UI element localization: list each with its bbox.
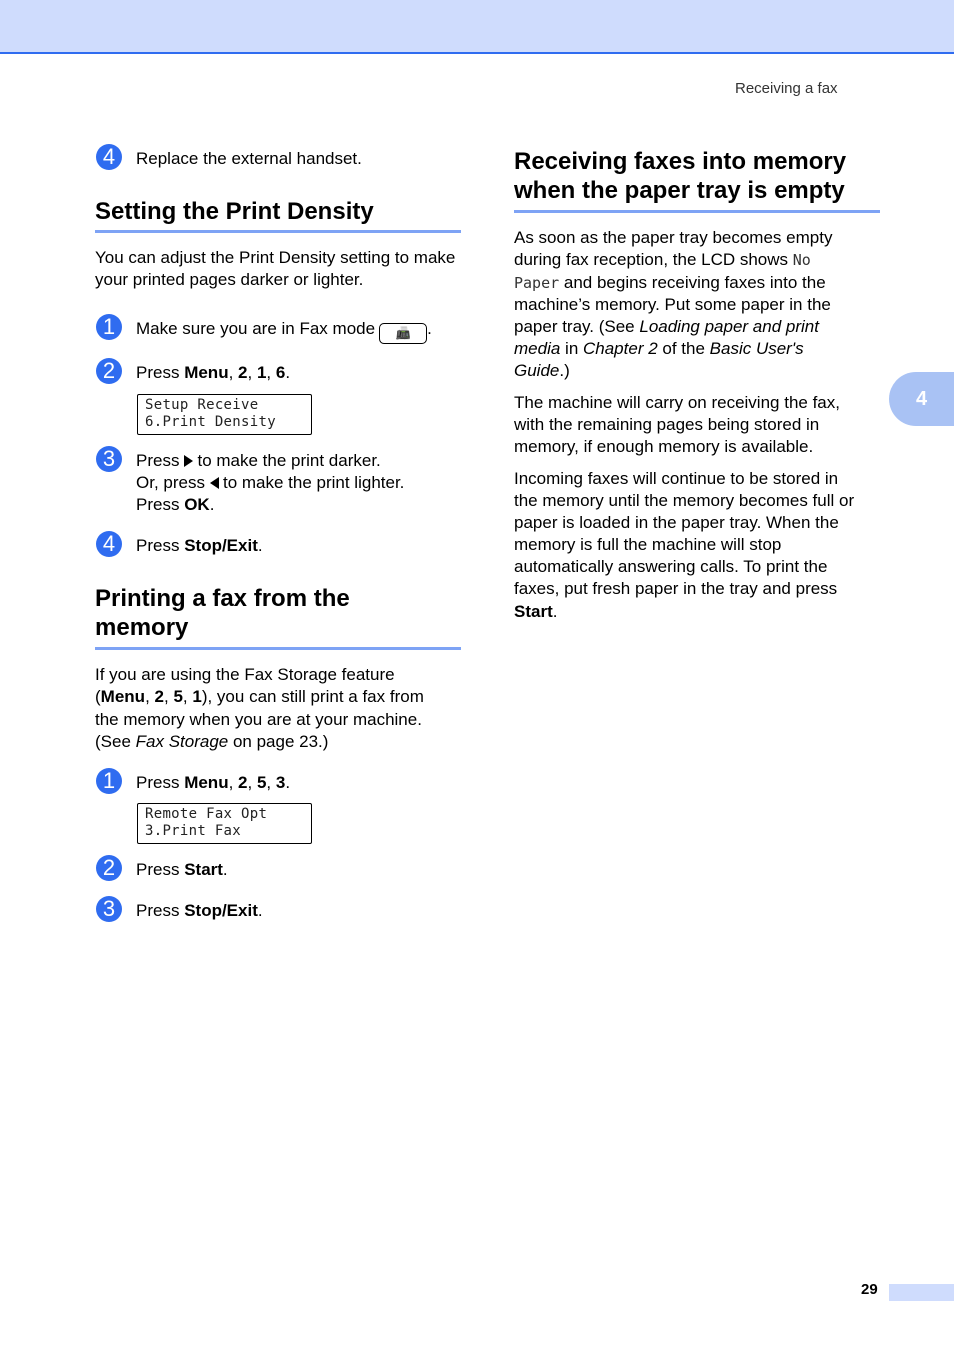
text: on page 23.)	[228, 732, 329, 751]
key: 2	[154, 687, 164, 706]
key: 6	[275, 363, 286, 382]
text: .	[552, 602, 558, 621]
lcd-line-2: 3.Print Fax	[145, 823, 242, 839]
key: 5	[256, 773, 267, 792]
lcd-line-2: 6.Print Density	[145, 414, 276, 430]
paragraph-line	[514, 249, 811, 271]
heading-line: memory	[95, 614, 189, 641]
text: paper tray. (See	[514, 317, 640, 336]
cross-reference: Loading paper and print	[639, 317, 819, 336]
paragraph-line	[95, 731, 328, 753]
paragraph-line: The machine will carry on receiving the fax,	[514, 393, 840, 412]
key-menu: Menu	[184, 773, 229, 792]
press-label: Press	[136, 773, 185, 792]
text: in	[560, 339, 583, 358]
sep: ,	[266, 363, 276, 382]
sep: ,	[247, 363, 257, 382]
key-start: Start	[514, 602, 553, 621]
step-label: to make the print lighter.	[222, 473, 405, 492]
step-number-icon: 1	[96, 768, 122, 794]
step-text	[136, 318, 432, 344]
chapter-tab	[889, 372, 954, 426]
step-text: Replace the external handset.	[136, 149, 362, 168]
step-end: .	[209, 495, 215, 514]
press-label: Press	[136, 495, 185, 514]
key-stop-exit: Stop/Exit	[184, 901, 258, 920]
step-number-icon: 3	[96, 446, 122, 472]
paragraph-line	[514, 272, 826, 294]
step-number-icon: 4	[96, 144, 122, 170]
heading-line: Receiving faxes into memory	[514, 148, 847, 175]
step-text	[136, 535, 263, 557]
cross-reference: Chapter 2	[583, 339, 658, 358]
footer-bar	[889, 1284, 954, 1301]
text: .)	[559, 361, 570, 380]
step-number-icon: 4	[96, 531, 122, 557]
density-intro: You can adjust the Print Density setting to make your printed pages darker or lighter.	[95, 248, 456, 289]
step-number-icon: 2	[96, 358, 122, 384]
step-label: Press	[136, 451, 180, 470]
step-text	[136, 362, 290, 384]
key: 3	[275, 773, 286, 792]
step-number-icon: 1	[96, 314, 122, 340]
key-ok: OK	[184, 495, 210, 514]
step-text	[136, 450, 381, 472]
sep: ,	[247, 773, 257, 792]
key-menu: Menu	[184, 363, 229, 382]
paragraph-line: the memory until the memory becomes full or	[514, 491, 855, 510]
key: 5	[173, 687, 183, 706]
step-text	[136, 494, 214, 516]
text: (See	[95, 732, 136, 751]
step-number-icon: 2	[96, 855, 122, 881]
lcd-display	[137, 803, 312, 844]
press-label: Press	[136, 363, 185, 382]
section-heading-print-memory	[95, 584, 350, 642]
section-heading-receive-memory	[514, 147, 846, 205]
key-start: Start	[184, 860, 223, 879]
paragraph-line: automatically answering calls. To print the	[514, 557, 828, 576]
cross-reference: Basic User's	[709, 339, 804, 358]
press-label: Press	[136, 860, 185, 879]
key-menu: Menu	[100, 687, 146, 706]
heading-line: when the paper tray is empty	[514, 177, 845, 204]
step-label: to make the print darker.	[197, 451, 381, 470]
sep: ,	[182, 687, 193, 706]
lcd-message: Paper	[514, 274, 560, 292]
paragraph-line: machine’s memory. Put some paper in the	[514, 295, 831, 314]
paragraph-line: As soon as the paper tray becomes empty	[514, 228, 833, 247]
running-head: Receiving a fax	[735, 80, 838, 97]
paragraph-line: with the remaining pages being stored in	[514, 415, 820, 434]
left-arrow-icon	[210, 477, 219, 489]
paragraph-line	[514, 338, 804, 360]
text: ), you can still print a fax from	[201, 687, 424, 706]
chapter-number: 4	[915, 387, 928, 410]
lcd-message: No	[792, 251, 811, 269]
text: (	[95, 687, 101, 706]
sep: ,	[228, 363, 239, 382]
key-stop-exit: Stop/Exit	[184, 536, 258, 555]
paragraph-line: memory, if enough memory is available.	[514, 437, 814, 456]
step-number-icon: 3	[96, 896, 122, 922]
heading-rule	[95, 230, 461, 233]
step-text	[136, 772, 290, 794]
press-label: Press	[136, 901, 185, 920]
paragraph-line: Incoming faxes will continue to be stored in	[514, 469, 839, 488]
key: 2	[238, 773, 248, 792]
cross-reference: Fax Storage	[135, 732, 229, 751]
lcd-line-1: Remote Fax Opt	[145, 806, 268, 822]
paragraph-line	[514, 316, 819, 338]
text: during fax reception, the LCD shows	[514, 250, 793, 269]
paragraph-line	[95, 686, 424, 708]
step-end: .	[285, 363, 291, 382]
sep: ,	[163, 687, 174, 706]
paragraph-line: the memory when you are at your machine.	[95, 710, 422, 729]
sep: ,	[266, 773, 276, 792]
paragraph-line	[514, 601, 557, 623]
step-label: Make sure you are in Fax mode	[136, 319, 376, 338]
key: 1	[192, 687, 202, 706]
step-label: Or, press	[136, 473, 205, 492]
section-heading-print-density: Setting the Print Density	[95, 198, 374, 225]
paragraph-line: If you are using the Fax Storage feature	[95, 665, 395, 684]
heading-line: Printing a fax from the	[95, 585, 350, 612]
lcd-line-1: Setup Receive	[145, 397, 259, 413]
top-header-bar	[0, 0, 954, 54]
step-text	[136, 859, 228, 881]
key: 1	[256, 363, 267, 382]
text: and begins receiving faxes into the	[559, 273, 826, 292]
cross-reference: media	[514, 339, 561, 358]
press-label: Press	[136, 536, 185, 555]
step-end: .	[257, 536, 263, 555]
page-number: 29	[861, 1281, 878, 1298]
sep: ,	[145, 687, 155, 706]
heading-rule	[95, 647, 461, 650]
text: of the	[657, 339, 710, 358]
lcd-display	[137, 394, 312, 435]
step-text	[136, 900, 263, 922]
paragraph-line: memory is full the machine will stop	[514, 535, 782, 554]
step-end: .	[427, 319, 432, 338]
fax-mode-icon: 📠	[379, 323, 427, 344]
step-end: .	[257, 901, 263, 920]
paragraph-line	[514, 360, 570, 382]
key: 2	[238, 363, 248, 382]
heading-rule	[514, 210, 880, 213]
paragraph-line: paper is loaded in the paper tray. When the	[514, 513, 839, 532]
sep: ,	[228, 773, 239, 792]
step-text	[136, 472, 404, 494]
step-end: .	[285, 773, 291, 792]
paragraph-line: faxes, put fresh paper in the tray and press	[514, 579, 838, 598]
right-arrow-icon	[184, 455, 193, 467]
step-end: .	[222, 860, 228, 879]
cross-reference: Guide	[514, 361, 560, 380]
